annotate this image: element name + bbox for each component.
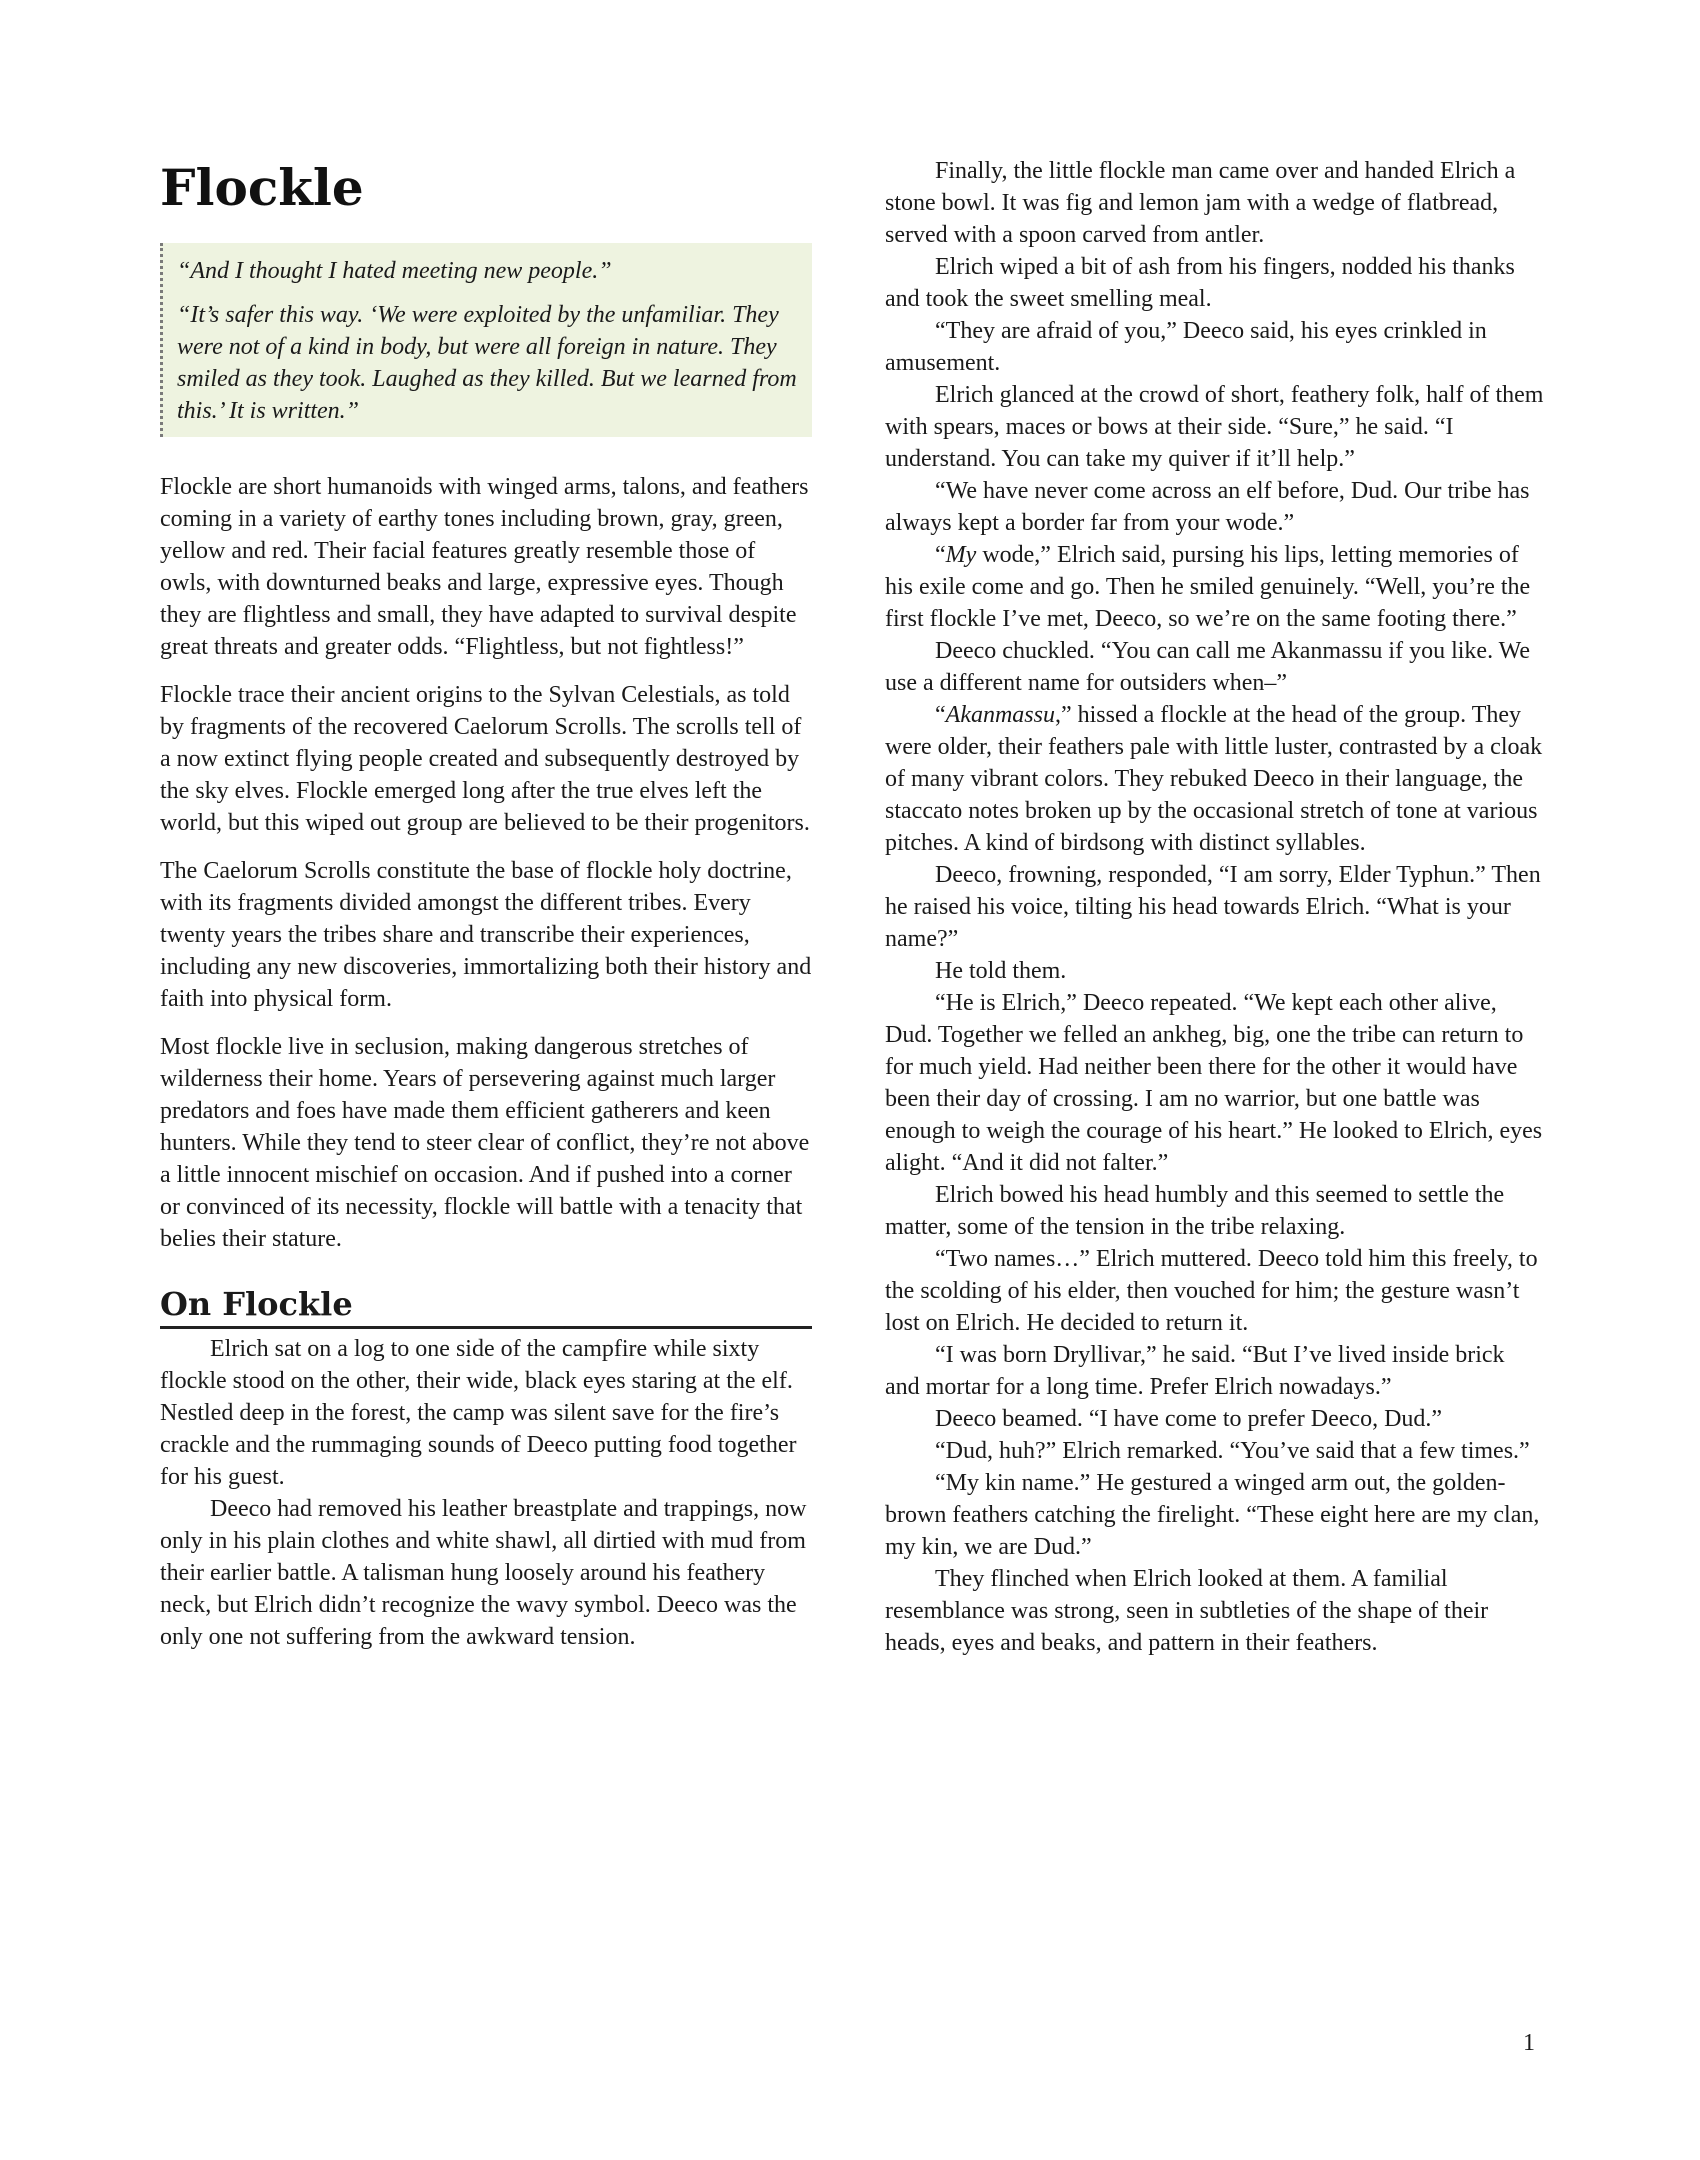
story-text: “ bbox=[935, 702, 946, 728]
story-paragraph: Elrich wiped a bit of ash from his fingers, nodded his thanks and took the sweet smelling meal. bbox=[885, 254, 1515, 312]
story-text: “ bbox=[935, 542, 946, 568]
story-paragraph: “He is Elrich,” Deeco repeated. “We kept each other alive, Dud. Together we felled an ankheg, big, one the tribe can return to for much yield. Had neither been there for the other it would have been their day of crossing. I am no warrior, but one battle was enough to weigh the courage of his heart.” He looked to Elrich, eyes alight. “And it did not falter.” bbox=[885, 990, 1543, 1176]
story-text: ,” hissed a flockle at the head of the group. They were older, their feathers pale with little luster, contrasted by a cloak of many vibrant colors. They rebuked Deeco in their language, the staccato notes broken up by the occasional stretch of tone at various pitches. A kind of birdsong with distinct syllables. bbox=[885, 702, 1543, 856]
story-paragraph: They flinched when Elrich looked at them. A familial resemblance was strong, seen in subtleties of the shape of their heads, eyes and beaks, and pattern in their feathers. bbox=[885, 1566, 1489, 1656]
page-title: Flockle bbox=[160, 158, 364, 217]
intro-paragraph: Most flockle live in seclusion, making dangerous stretches of wilderness their home. Years of persevering against much larger predators and foes have made them efficient gatherers and keen hunters. While they tend to steer clear of conflict, they’re not above a little innocent mischief on occasion. And if pushed into a corner or convinced of its necessity, flockle will battle with a tenacity that belies their stature. bbox=[160, 1034, 810, 1252]
right-column bbox=[885, 155, 1545, 1659]
story-paragraph: Deeco, frowning, responded, “I am sorry, Elder Typhun.” Then he raised his voice, tilting his head towards Elrich. “What is your name?” bbox=[885, 862, 1541, 952]
emphasized-word: Akanmassu bbox=[945, 702, 1055, 728]
story-paragraph: “Two names…” Elrich muttered. Deeco told him this freely, to the scolding of his elder, then vouched for him; the gesture wasn’t lost on Elrich. He decided to return it. bbox=[885, 1246, 1538, 1336]
story-paragraph: Finally, the little flockle man came over and handed Elrich a stone bowl. It was fig and lemon jam with a wedge of flatbread, served with a spoon carved from antler. bbox=[885, 158, 1516, 248]
intro-paragraph: Flockle are short humanoids with winged arms, talons, and feathers coming in a variety of earthy tones including brown, gray, green, yellow and red. Their facial features greatly resemble those of owls, with downturned beaks and large, expressive eyes. Though they are flightless and small, they have adapted to survival despite great threats and greater odds. “Flightless, but not fightless!” bbox=[160, 474, 809, 660]
story-paragraph: Deeco had removed his leather breastplate and trappings, now only in his plain clothes and white shawl, all dirtied with mud from their earlier battle. A talisman hung loosely around his feathery neck, but Elrich didn’t recognize the wavy symbol. Deeco was the only one not suffering from the awkward tension. bbox=[160, 1496, 807, 1651]
story-paragraph bbox=[885, 539, 1545, 635]
story-paragraph: Elrich glanced at the crowd of short, feathery folk, half of them with spears, maces or bows at their side. “Sure,” he said. “I understand. You can take my quiver if it’ll help.” bbox=[885, 382, 1544, 472]
emphasized-word: My bbox=[945, 542, 977, 568]
story-text: wode,” Elrich said, pursing his lips, letting memories of his exile come and go. Then he smiled genuinely. “Well, you’re the first flockle I’ve met, Deeco, so we’re on the same footing there.” bbox=[885, 542, 1531, 632]
story-paragraph: “They are afraid of you,” Deeco said, his eyes crinkled in amusement. bbox=[885, 318, 1487, 376]
story-paragraph: “My kin name.” He gestured a winged arm out, the golden-brown feathers catching the firelight. “These eight here are my clan, my kin, we are Dud.” bbox=[885, 1470, 1540, 1560]
intro-paragraph: The Caelorum Scrolls constitute the base of flockle holy doctrine, with its fragments divided amongst the different tribes. Every twenty years the tribes share and transcribe their experiences, including any new discoveries, immortalizing both their history and faith into physical form. bbox=[160, 858, 812, 1012]
story-paragraph bbox=[885, 699, 1545, 859]
epigraph-quote: “And I thought I hated meeting new people.” bbox=[177, 258, 612, 284]
story-paragraph: “We have never come across an elf before, Dud. Our tribe has always kept a border far from your wode.” bbox=[885, 478, 1530, 536]
story-paragraph: Deeco beamed. “I have come to prefer Deeco, Dud.” bbox=[935, 1406, 1443, 1432]
story-paragraph: He told them. bbox=[935, 958, 1067, 984]
epigraph-quote: “It’s safer this way. ‘We were exploited by the unfamiliar. They were not of a kind in body, but were all foreign in nature. They smiled as they took. Laughed as they killed. But we learned from this.’ It is written.” bbox=[177, 302, 797, 424]
story-paragraph: “I was born Dryllivar,” he said. “But I’ve lived inside brick and mortar for a long time. Prefer Elrich nowadays.” bbox=[885, 1342, 1505, 1400]
story-paragraph: Deeco chuckled. “You can call me Akanmassu if you like. We use a different name for outsiders when–” bbox=[885, 638, 1531, 696]
story-paragraph: Elrich bowed his head humbly and this seemed to settle the matter, some of the tension in the tribe relaxing. bbox=[885, 1182, 1505, 1240]
page-number: 1 bbox=[1523, 2030, 1535, 2056]
epigraph-box bbox=[160, 243, 812, 437]
intro-paragraph: Flockle trace their ancient origins to the Sylvan Celestials, as told by fragments of the recovered Caelorum Scrolls. The scrolls tell of a now extinct flying people created and subsequently destroyed by the sky elves. Flockle emerged long after the true elves left the world, but this wiped out group are believed to be their progenitors. bbox=[160, 682, 810, 836]
left-column bbox=[160, 155, 812, 1653]
story-paragraph: Elrich sat on a log to one side of the campfire while sixty flockle stood on the other, their wide, black eyes staring at the elf. Nestled deep in the forest, the camp was silent save for the fire’s crackle and the rummaging sounds of Deeco putting food together for his guest. bbox=[160, 1336, 797, 1491]
section-heading: On Flockle bbox=[160, 1287, 812, 1329]
story-paragraph: “Dud, huh?” Elrich remarked. “You’ve said that a few times.” bbox=[935, 1438, 1530, 1464]
